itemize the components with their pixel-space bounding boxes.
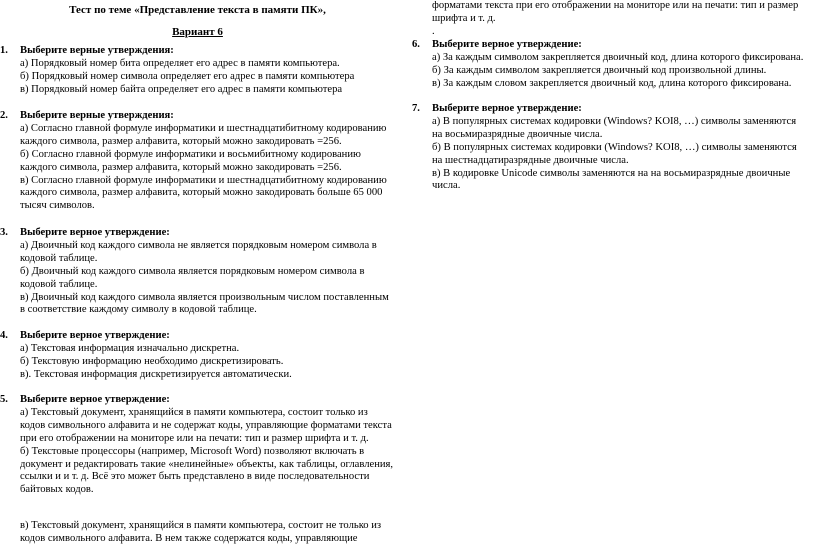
question-number: 7. xyxy=(412,103,420,114)
answer-line: в соответствие каждому символу в кодовой таблице. xyxy=(20,304,257,316)
answer-line: кодов символьного алфавита. В нем также содержатся коды, управляющие xyxy=(20,532,358,544)
question-3 xyxy=(0,227,395,317)
answer-line: в). Текстовая информация дискретизируется автоматически. xyxy=(20,368,292,380)
answer-line: б) Двоичный код каждого символа является порядковым номером символа в xyxy=(20,265,365,277)
answer-line: тысяч символов. xyxy=(20,200,95,212)
question-heading: Выберите верные утверждения: xyxy=(20,45,174,56)
answer-line: б) В популярных системах кодировки (Windows? KOI8, …) символы заменяются xyxy=(432,141,797,153)
answer-line: . xyxy=(432,25,435,37)
question-5-continuation-right xyxy=(432,0,812,39)
question-5-continuation xyxy=(20,520,395,546)
question-6 xyxy=(412,39,812,91)
answer-line: кодовой таблице. xyxy=(20,278,98,290)
question-number: 4. xyxy=(0,330,8,341)
test-title: Тест по теме «Представление текста в памяти ПК», xyxy=(69,4,326,16)
question-heading: Выберите верные утверждения: xyxy=(20,110,174,121)
answer-line: в) Согласно главной формуле информатики и шестнадцатибитному кодированию xyxy=(20,174,387,186)
question-5 xyxy=(0,394,395,497)
answer-line: а) За каждым символом закрепляется двоичный код, длина которого фиксирована. xyxy=(432,51,804,63)
answer-line: а) Текстовый документ, хранящийся в памяти компьютера, состоит только из xyxy=(20,406,368,418)
answer-line: в) Порядковый номер байта определяет его адрес в памяти компьютера xyxy=(20,83,343,95)
answer-line: шрифта и т. д. xyxy=(432,12,496,24)
question-7 xyxy=(412,103,812,193)
answer-line: а) Двоичный код каждого символа не является порядковым номером символа в xyxy=(20,239,377,251)
answer-line: кодов символьного алфавита и не содержат коды, управляющие форматами текста xyxy=(20,419,392,431)
question-heading: Выберите верное утверждение: xyxy=(432,39,582,50)
answer-line: числа. xyxy=(432,180,461,192)
question-number: 6. xyxy=(412,39,420,50)
answer-line: в) В кодировке Unicode символы заменяются на на восьмиразрядные двоичные xyxy=(432,167,791,179)
answer-line: каждого символа, размер алфавита, который можно закодировать =256. xyxy=(20,161,342,173)
answer-line: кодовой таблице. xyxy=(20,252,98,264)
question-1 xyxy=(0,45,395,97)
answer-line: при его отображении на мониторе или на печати: тип и размер шрифта и т. д. xyxy=(20,432,369,444)
answer-line: байтовых кодов. xyxy=(20,484,94,496)
answer-line: б) Порядковый номер символа определяет его адрес в памяти компьютера xyxy=(20,70,355,82)
answer-line: каждого символа, размер алфавита, который можно закодировать =256. xyxy=(20,135,342,147)
question-number: 3. xyxy=(0,227,8,238)
answer-line: б) Текстовые процессоры (например, Microsoft Word) позволяют включать в xyxy=(20,445,365,457)
answer-line: а) Текстовая информация изначально дискретна. xyxy=(20,342,240,354)
answer-line: а) Согласно главной формуле информатики и шестнадцатибитному кодированию xyxy=(20,122,387,134)
question-heading: Выберите верное утверждение: xyxy=(20,227,170,238)
question-4 xyxy=(0,330,395,382)
answer-line: б) Текстовую информацию необходимо дискретизировать. xyxy=(20,355,284,367)
answer-line: а) Порядковый номер бита определяет его адрес в памяти компьютера. xyxy=(20,57,340,69)
question-number: 2. xyxy=(0,110,8,121)
question-2 xyxy=(0,110,395,213)
answer-line: б) За каждым символом закрепляется двоичный код произвольной длины. xyxy=(432,64,767,76)
answer-line: в) За каждым словом закрепляется двоичный код, длина которого фиксирована. xyxy=(432,77,792,89)
answer-line: а) В популярных системах кодировки (Windows? KOI8, …) символы заменяются xyxy=(432,115,797,127)
answer-line: каждого символа, размер алфавита, который можно закодировать больше 65 000 xyxy=(20,187,383,199)
question-number: 5. xyxy=(0,394,8,405)
question-heading: Выберите верное утверждение: xyxy=(20,394,170,405)
answer-line: ссылки и и т. д. Всё это может быть представлено в виде последовательности xyxy=(20,471,370,483)
answer-line: форматами текста при его отображении на мониторе или на печати: тип и размер xyxy=(432,0,799,11)
answer-line: в) Двоичный код каждого символа является произвольным числом поставленным xyxy=(20,291,389,303)
variant-heading: Вариант 6 xyxy=(172,26,223,38)
question-heading: Выберите верное утверждение: xyxy=(20,330,170,341)
answer-line: на восьмиразрядные двоичные числа. xyxy=(432,128,603,140)
answer-line: документ и редактировать такие «нелинейные» объекты, как таблицы, оглавления, xyxy=(20,458,394,470)
question-number: 1. xyxy=(0,45,8,56)
answer-line: б) Согласно главной формуле информатики и восьмибитному кодированию xyxy=(20,148,361,160)
question-heading: Выберите верное утверждение: xyxy=(432,103,582,114)
answer-line: на шестнадцатиразрядные двоичные числа. xyxy=(432,154,629,166)
answer-line: в) Текстовый документ, хранящийся в памяти компьютера, состоит не только из xyxy=(20,520,382,531)
